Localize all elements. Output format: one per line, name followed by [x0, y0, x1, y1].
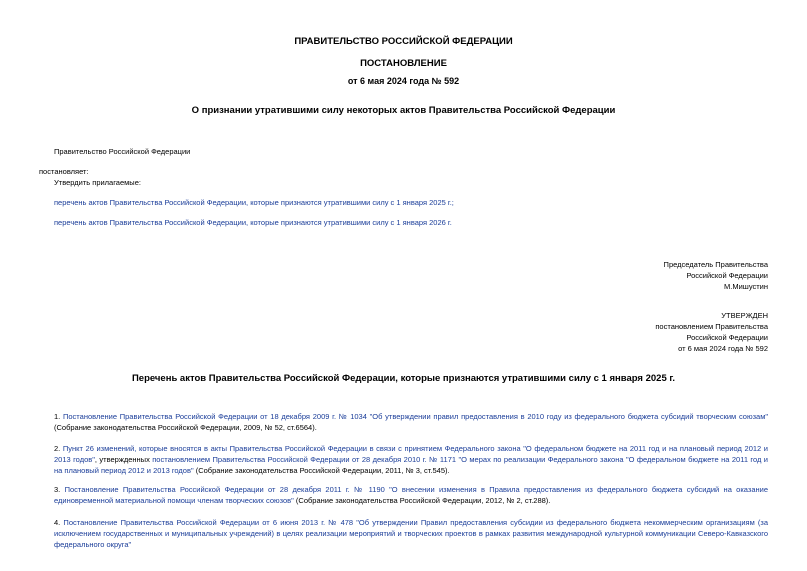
approved-country: Российской Федерации	[686, 333, 768, 342]
item-2-mid: , утвержденных	[94, 455, 153, 464]
list-title: Перечень актов Правительства Российской Федерации, которые признаются утратившими силу с 1 января 2025 г.	[131, 373, 676, 384]
item-2-link-b[interactable]: постановлением Правительства Российской Федерации от 28 декабря 2010 г. № 1171 "О мерах по реализации Федерального закона "О федеральном бюджете на 2011 год и на плановый период 2012 и 2013 годов"	[54, 455, 768, 475]
approved-label: УТВЕРЖДЕН	[721, 311, 768, 320]
issuer-text: Правительство Российской Федерации	[54, 147, 191, 156]
list-item-4	[54, 517, 768, 550]
signature-name: М.Мишустин	[724, 282, 768, 291]
signature-block	[664, 259, 768, 292]
item-number: 3.	[54, 485, 65, 494]
item-2-source: (Собрание законодательства Российской Федерации, 2011, № 3, ст.545).	[193, 466, 450, 475]
list-2026-link[interactable]: перечень актов Правительства Российской Федерации, которые признаются утратившими силу с 1 января 2026 г.	[54, 218, 452, 227]
list-item-3	[54, 484, 768, 506]
item-3-link[interactable]: Постановление Правительства Российской Федерации от 28 декабря 2011 г. № 1190 "О внесении изменения в Правила предоставления из федерального бюджета субсидий на оказание единовременной материальной помощи членам творческих союзов"	[54, 485, 768, 505]
signature-country: Российской Федерации	[686, 271, 768, 280]
item-number: 4.	[54, 518, 64, 527]
item-4-link[interactable]: Постановление Правительства Российской Федерации от 6 июня 2013 г. № 478 "Об утверждении Правил предоставления субсидии из федерального бюджета некоммерческим организациям (за исключением государственных и муниципальных учреждений) в целях реализации мероприятий и творческих проектов в рамках развития международной культурной коммуникации Северо-Кавказского федерального округа"	[54, 518, 768, 549]
decides-text: постановляет:	[39, 167, 89, 176]
doc-type-heading: ПОСТАНОВЛЕНИЕ	[360, 58, 447, 69]
document-title: О признании утратившими силу некоторых актов Правительства Российской Федерации	[191, 105, 616, 116]
list-item-2	[54, 443, 768, 476]
signature-title: Председатель Правительства	[663, 260, 768, 269]
date-number: от 6 мая 2024 года № 592	[347, 76, 460, 86]
approved-block	[655, 310, 768, 354]
item-3-source: (Собрание законодательства Российской Федерации, 2012, № 2, ст.288).	[293, 496, 551, 505]
list-item-1	[54, 411, 768, 433]
approved-date: от 6 мая 2024 года № 592	[678, 344, 768, 353]
item-number: 2.	[54, 444, 63, 453]
item-1-source: (Собрание законодательства Российской Федерации, 2009, № 52, ст.6564).	[54, 423, 317, 432]
item-2-link-a[interactable]: Пункт 26 изменений, которые вносятся в акты Правительства Российской Федерации в связи с принятием Федерального закона "О федеральном бюджете на 2011 год и на плановый период 2012 и 2013 годов"	[54, 444, 768, 464]
approved-by: постановлением Правительства	[655, 322, 768, 331]
government-heading: ПРАВИТЕЛЬСТВО РОССИЙСКОЙ ФЕДЕРАЦИИ	[294, 36, 513, 47]
item-1-link[interactable]: Постановление Правительства Российской Федерации от 18 декабря 2009 г. № 1034 "Об утверждении правил предоставления в 2010 году из федерального бюджета субсидий творческим союзам"	[63, 412, 769, 421]
item-number: 1.	[54, 412, 63, 421]
approve-text: Утвердить прилагаемые:	[54, 178, 141, 187]
list-2025-link[interactable]: перечень актов Правительства Российской Федерации, которые признаются утратившими силу с 1 января 2025 г.;	[54, 198, 454, 207]
